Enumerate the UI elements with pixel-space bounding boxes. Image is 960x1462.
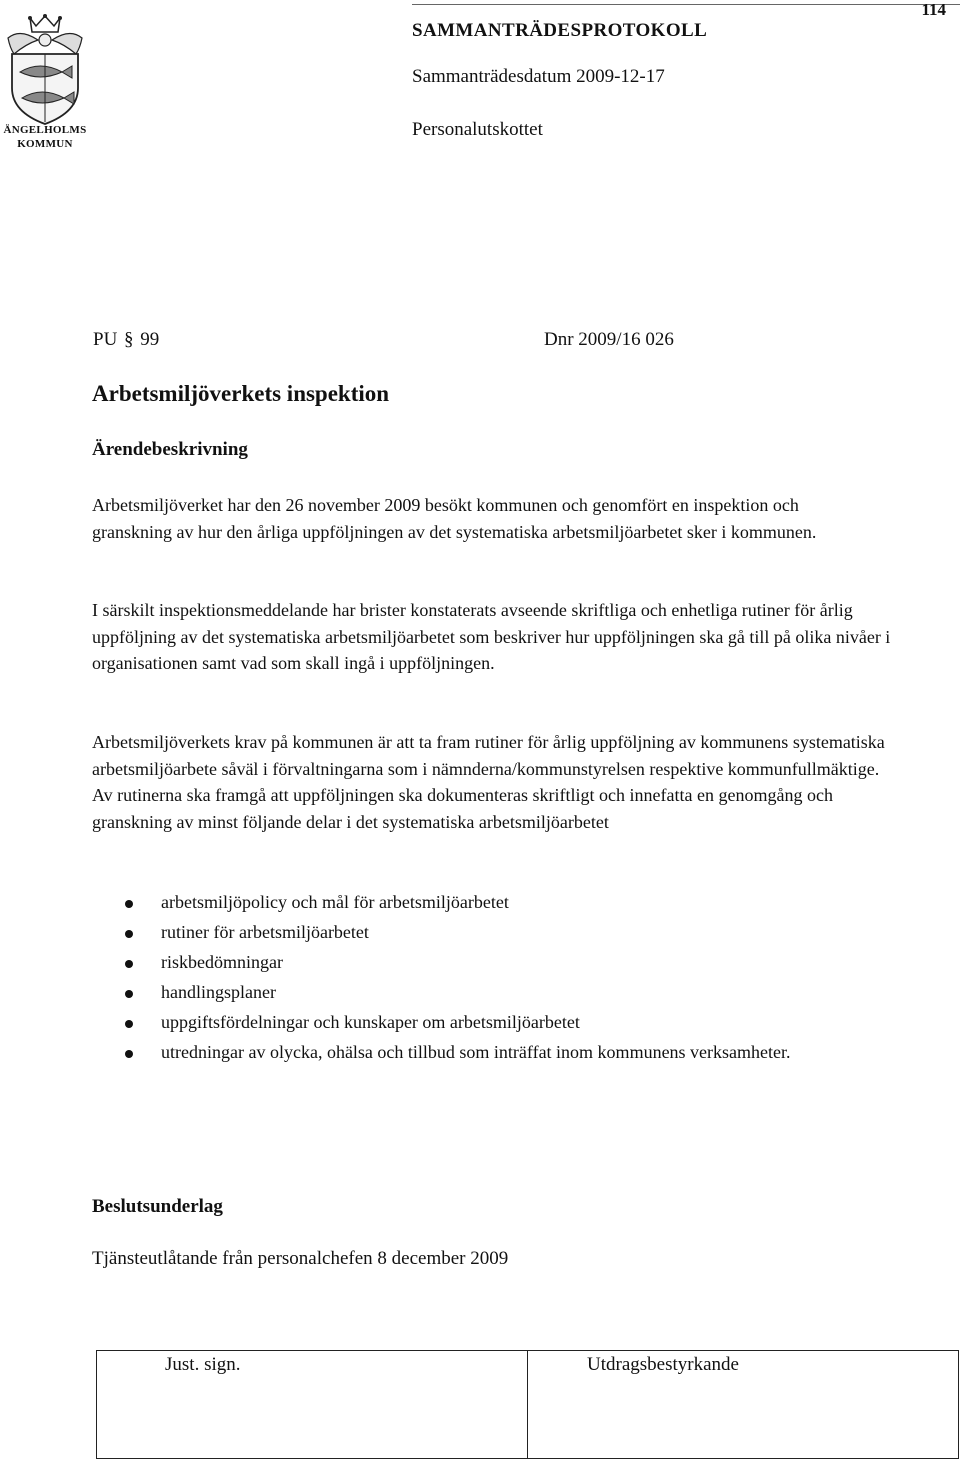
- list-item: [120, 949, 860, 976]
- list-item: [120, 1039, 860, 1066]
- logo-wordmark: [0, 123, 90, 151]
- paragraph-2: I särskilt inspektionsmeddelande har brister konstaterats avseende skriftliga och enhetliga rutiner för årlig uppföljning av det systematiska arbetsmiljöarbetet som beskriver hur uppföljningen ska gå till på olika nivåer i organisationen samt vad som skall ingå i uppföljningen.: [92, 600, 891, 673]
- list-item: [120, 979, 860, 1006]
- section-sign-icon: §: [124, 329, 134, 350]
- case-title: Arbetsmiljöverkets inspektion: [92, 381, 390, 406]
- bullet-icon: [125, 1050, 133, 1058]
- bullet-icon: [125, 990, 133, 998]
- signature-box-divider: [527, 1351, 528, 1458]
- bullet-icon: [125, 930, 133, 938]
- list-item: [120, 1009, 860, 1036]
- requirements-list: [120, 889, 860, 1069]
- meeting-date: Sammanträdesdatum 2009-12-17: [412, 66, 665, 87]
- decision-basis-heading: Beslutsunderlag: [92, 1196, 223, 1217]
- logo-text-line1: ÄNGELHOLMS: [3, 124, 87, 136]
- list-item-text: utredningar av olycka, ohälsa och tillbud som inträffat inom kommunens verksamheter.: [161, 1042, 791, 1062]
- bullet-icon: [125, 960, 133, 968]
- case-reference: [93, 329, 159, 351]
- case-number: 99: [140, 329, 160, 350]
- header-rule: [412, 4, 960, 5]
- list-item-text: rutiner för arbetsmiljöarbetet: [161, 922, 369, 942]
- list-item: [120, 889, 860, 916]
- description-heading: Ärendebeskrivning: [92, 439, 248, 460]
- signature-box: [96, 1350, 959, 1459]
- coat-of-arms-icon: [0, 10, 90, 130]
- case-prefix: PU: [93, 329, 118, 350]
- decision-basis-text: Tjänsteutlåtande från personalchefen 8 december 2009: [92, 1248, 509, 1269]
- document-type-heading: SAMMANTRÄDESPROTOKOLL: [412, 20, 708, 41]
- list-item: [120, 919, 860, 946]
- diary-number: Dnr 2009/16 026: [544, 329, 674, 350]
- page-number: 114: [921, 0, 946, 19]
- justification-signature-label: Just. sign.: [165, 1354, 241, 1375]
- list-item-text: uppgiftsfördelningar och kunskaper om arbetsmiljöarbetet: [161, 1012, 580, 1032]
- extract-certification-label: Utdragsbestyrkande: [587, 1354, 739, 1375]
- list-item-text: arbetsmiljöpolicy och mål för arbetsmiljöarbetet: [161, 892, 509, 912]
- bullet-icon: [125, 1020, 133, 1028]
- logo-text-line2: KOMMUN: [17, 138, 73, 150]
- list-item-text: handlingsplaner: [161, 982, 276, 1002]
- list-item-text: riskbedömningar: [161, 952, 283, 972]
- bullet-icon: [125, 900, 133, 908]
- paragraph-1: Arbetsmiljöverket har den 26 november 2009 besökt kommunen och genomfört en inspektion och granskning av hur den årliga uppföljningen av det systematiska arbetsmiljöarbetet sker i kommunen.: [92, 495, 817, 542]
- committee-name: Personalutskottet: [412, 119, 543, 140]
- paragraph-3: Arbetsmiljöverkets krav på kommunen är att ta fram rutiner för årlig uppföljning av kommunens systematiska arbetsmiljöarbete såväl i förvaltningarna som i nämnderna/kommunstyrelsen respektive kommunfullmäktige. Av rutinerna ska framgå att uppföljningen ska dokumenteras skriftligt och innefatta en genomgång och granskning av minst följande delar i det systematiska arbetsmiljöarbetet: [92, 732, 885, 832]
